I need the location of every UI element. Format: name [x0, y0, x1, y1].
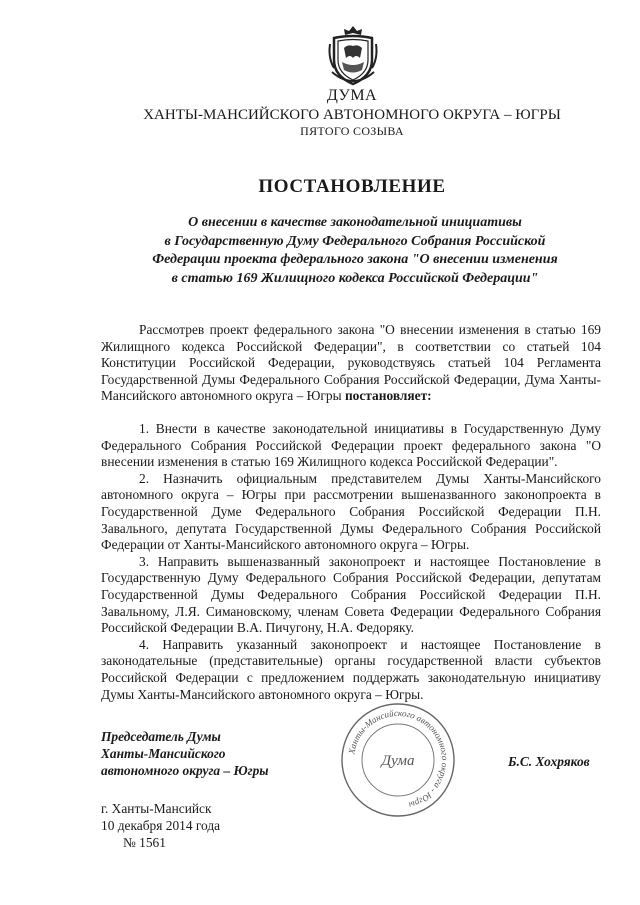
- subject-line: в Государственную Думу Федерального Собрания Российской: [164, 233, 546, 249]
- signatory-title-line: автономного округа – Югры: [101, 763, 269, 778]
- subject-line: О внесении в качестве законодательной инициативы: [188, 215, 522, 230]
- document-subject: [120, 214, 590, 288]
- document-type-title: ПОСТАНОВЛЕНИЕ: [258, 176, 446, 197]
- subject-line: в статью 169 Жилищного кодекса Российской Федерации": [171, 270, 539, 286]
- resolution-item: 2. Назначить официальным представителем Думы Ханты-Мансийского автономного округа – Югры при рассмотрении вышеназванного законопроекта в Государственной Думе Федерального Собрания Российской Федерации П.Н. Завального, депутата Государственной Думы Федерального Собрания Российской Федерации от Ханты-Мансийского автономного округа – Югры.: [101, 470, 601, 553]
- place-city: г. Ханты-Мансийск: [101, 801, 212, 816]
- document-date: 10 декабря 2014 года: [101, 818, 221, 833]
- preamble-resolution-word: постановляет:: [344, 388, 432, 404]
- resolution-items: [101, 421, 601, 703]
- resolution-item: 1. Внести в качестве законодательной инициативы в Государственную Думу Федерального Собрания Российской Федерации проект федерального закона "О внесении изменения в статью 169 Жилищного кодекса Российской Федерации".: [101, 421, 601, 470]
- header-line-duma: ДУМА: [326, 87, 378, 104]
- header-line-okrug: ХАНТЫ-МАНСИЙСКОГО АВТОНОМНОГО ОКРУГА – ЮГРЫ: [143, 107, 561, 123]
- coat-of-arms-emblem: [326, 24, 380, 88]
- signatory-name: Б.С. Хохряков: [508, 754, 590, 769]
- document-number: № 1561: [123, 835, 166, 850]
- place-date-number: [101, 800, 220, 851]
- preamble-text: Рассмотрев проект федерального закона "О внесении изменения в статью 169 Жилищного кодекса Российской Федерации", в соответствии со статьей 104 Конституции Российской Федерации, руководствуясь статьей 104 Регламента Государственной Думы Федерального Собрания Российской Федерации, Дума Ханты-Мансийского автономного округа – Югры: [101, 322, 601, 404]
- header-line-convocation: ПЯТОГО СОЗЫВА: [300, 124, 404, 138]
- signatory-title-line: Председатель Думы: [101, 729, 221, 744]
- resolution-item: 3. Направить вышеназванный законопроект и настоящее Постановление в Государственную Думу Федерального Собрания Российской Федерации, депутатам Государственной Думы Федерального Собрания Российской Федерации П.Н. Завальному, Л.Я. Симановскому, членам Совета Федерации Федерального Собрания Российской Федерации В.А. Пичугону, Н.А. Федоряку.: [101, 553, 601, 636]
- signatory-title-line: Ханты-Мансийского: [101, 746, 226, 761]
- seal-center-text: Дума: [381, 753, 415, 769]
- subject-line: Федерации проекта федерального закона "О внесении изменения: [152, 252, 558, 267]
- seal-ring-text: Ханты-Мансийского автономного округа - Югры: [346, 707, 451, 811]
- preamble: [101, 322, 601, 405]
- official-seal-stamp: [338, 700, 458, 820]
- signatory-title: [101, 728, 269, 779]
- resolution-item: 4. Направить указанный законопроект и настоящее Постановление в законодательные (представительные) органы государственной власти субъектов Российской Федерации с предложением поддержать законодательную инициативу Думы Ханты-Мансийского автономного округа – Югры.: [101, 636, 601, 702]
